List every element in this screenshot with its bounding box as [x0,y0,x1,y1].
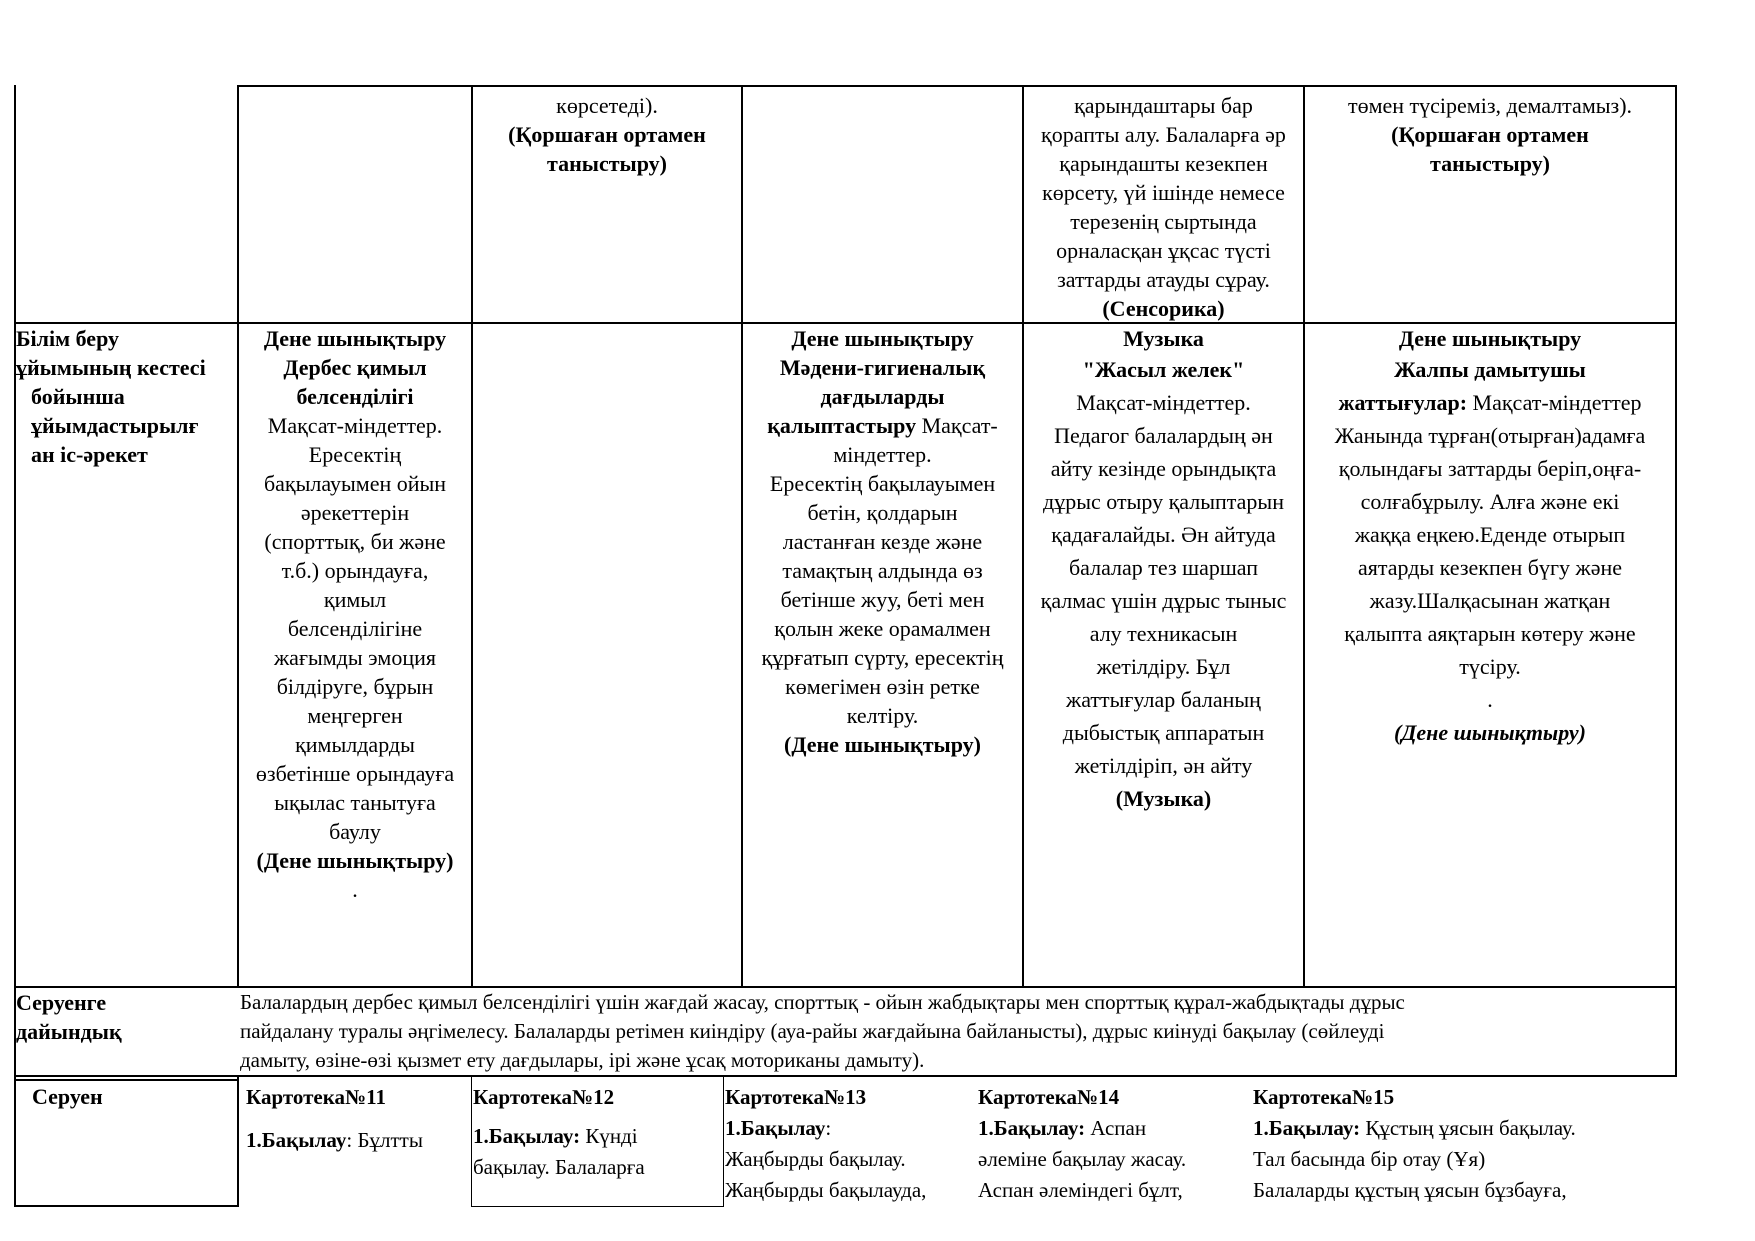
education-area: (Сенсорика) [1102,296,1225,321]
label-line: Серуенге [16,990,107,1015]
observation-label: 1.Бақылау [246,1128,347,1152]
education-area: (Дене шынықтыру) [1394,720,1586,745]
observation-label: 1.Бақылау: [1253,1116,1361,1140]
education-area: (Дене шынықтыру) [784,732,981,757]
cell-row1-col4 [1024,91,1303,323]
text-line: баулу [329,819,381,844]
text-line: белсенділігіне [287,616,423,641]
text-line: қарындашты кезекпен [1059,151,1268,176]
text-line: көрсету, үй ішінде немесе [1042,180,1285,205]
cell-row1-col2 [473,91,741,178]
text-line: Тал басында бір отау (Ұя) [1253,1147,1486,1171]
observation-label: 1.Бақылау: [978,1116,1086,1140]
text-line: заттарды атауды сұрау. [1057,267,1270,292]
text-line: құрғатып сүрту, ересектің [761,645,1004,670]
cell-bottom-border [471,1206,724,1207]
row-divider [14,1079,239,1081]
text-line: түсіру. [1459,654,1521,679]
text-line: жетілдіріп, ән айту [1074,753,1253,778]
cell-card-13 [725,1082,975,1206]
activity-title: Музыка [1123,326,1204,351]
text-line: балалар тез шаршап [1068,555,1259,580]
text-line: т.б.) орындауға, [281,558,429,583]
text-line: өзбетінше орындауға [255,761,455,786]
text-line: қолын жеке орамалмен [774,616,991,641]
text-line: қарындаштары бар [1074,93,1253,118]
table-top-border [237,85,1677,87]
text-line: . [1487,687,1493,712]
text-line: Ересектің [308,442,402,467]
column-divider [1675,85,1677,1076]
label-line: Білім беру [16,326,120,351]
text-line: Балалардың дербес қимыл белсенділігі үшін жағдай жасау, спорттық - ойын жабдықтары мен спорттық құрал-жабдықтады дұрыс [240,990,1405,1014]
card-title: Картотека№11 [246,1085,386,1109]
activity-title: Жалпы дамытушы [1394,357,1586,382]
text-line: төмен түсіреміз, демалтамыз). [1347,93,1633,118]
text-span: Аспан [1085,1116,1147,1140]
cell-card-15 [1253,1082,1673,1206]
text-line: Жанында тұрған(отырған)адамға [1334,423,1646,448]
row-label-walk-preparation [16,988,237,1046]
text-line: жетілдіру. Бұл [1096,654,1231,679]
text-line: Жаңбырды бақылауда, [725,1178,927,1202]
cell-card-12 [473,1082,723,1183]
text-span: : [825,1116,832,1140]
cell-row1-col5 [1305,91,1675,178]
activity-title: Дене шынықтыру [1398,326,1582,351]
text-line: аятарды кезекпен бүгу және [1357,555,1623,580]
text-line: Аспан әлеміндегі бұлт, [978,1178,1183,1202]
education-area: (Дене шынықтыру) [256,848,454,873]
row-label-walk: Серуен [32,1084,103,1109]
card-title: Картотека№12 [473,1085,615,1109]
row-label-organized-activity [16,324,237,469]
text-line: жаттығулар баланың [1066,687,1261,712]
text-line: міндеттер. [833,442,932,467]
text-span: : Бұлтты [346,1128,423,1152]
column-divider [723,1077,724,1207]
text-line: жаққа еңкею.Еденде отырып [1354,522,1626,547]
text-line [743,411,1022,440]
text-line: солғабұрылу. Алға және екі [1360,489,1620,514]
text-line: ластанған кезде және [782,529,983,554]
cell-card-11 [246,1082,471,1156]
text-line: қорапты алу. Балаларға әр [1041,122,1286,147]
text-line: тамақтың алдында өз [782,558,983,583]
card-title: Картотека№15 [1253,1085,1395,1109]
text-line: Мақсат-міндеттер. [267,413,443,438]
label-line: дайындық [16,1019,122,1044]
text-line: келтіру. [846,703,919,728]
text-line: терезенің сыртында [1070,209,1257,234]
text-line [1305,386,1675,419]
activity-title: дағдыларды [820,384,945,409]
text-line: Жаңбырды бақылау. [725,1147,906,1171]
observation-label: 1.Бақылау [725,1116,826,1140]
text-line: айту кезінде орындықта [1050,456,1277,481]
text-line: қалыпта аяқтарын көтеру және [1344,621,1636,646]
text-line: қалмас үшін дұрыс тыныс [1040,588,1287,613]
text-line: Ересектің бақылауымен [769,471,996,496]
cell-walk-preparation [240,988,1674,1075]
cell-wed-activity [743,324,1022,759]
text-line: дұрыс отыру қалыптарын [1043,489,1284,514]
text-line: дамыту, өзіне-өзі қызмет ету дағдылары, ірі және ұсақ моториканы дамыту). [240,1048,925,1072]
text-line: дыбыстық аппаратын [1062,720,1265,745]
activity-title: Дене шынықтыру [263,326,447,351]
text-line: ықылас танытуға [274,790,436,815]
text-line: меңгерген [307,703,403,728]
text-line: алу техникасын [1089,621,1238,646]
education-area: (Қоршаған ортамен [1391,122,1589,147]
text-line: бақылауымен ойын [263,471,447,496]
card-title: Картотека№13 [725,1085,867,1109]
text-line [725,1113,975,1144]
text-line: білдіруге, бұрын [276,674,434,699]
activity-title: "Жасыл желек" [1082,357,1245,382]
table-bottom-border [14,1205,239,1207]
card-title: Картотека№14 [978,1085,1120,1109]
text-line [473,1121,723,1152]
education-area: таныстыру) [547,151,667,176]
text-line: (спорттық, би және [264,529,446,554]
cell-mon-activity [239,324,471,904]
text-span: Мақсат- [916,413,998,438]
row-divider [14,1075,1677,1077]
label-line: ұйымының кестесі [16,355,206,380]
label-line: бойынша [31,384,125,409]
activity-title: Мәдени-гигиеналық [779,355,986,380]
text-line: әрекеттерін [300,500,410,525]
text-line [978,1113,1248,1144]
text-span: Құстың ұясын бақылау. [1360,1116,1576,1140]
text-line [1253,1113,1673,1144]
text-line: пайдалану туралы әңгімелесу. Балаларды ретімен киіндіру (ауа-райы жағдайына байланысты), дұрыс киінуді бақылау (сөйлеуді [240,1019,1385,1043]
text-line: көрсетеді). [556,93,658,118]
text-line: Балаларды құстың ұясын бұзбауға, [1253,1178,1567,1202]
cell-thu-activity [1024,324,1303,815]
text-line: жазу.Шалқасынан жатқан [1369,588,1611,613]
text-line: орналасқан ұқсас түсті [1056,238,1271,263]
text-line: бетін, қолдарын [807,500,958,525]
education-area: (Қоршаған ортамен [508,122,706,147]
text-line: көмегімен өзін ретке [785,674,980,699]
education-area: (Музыка) [1115,786,1212,811]
activity-title: Дербес қимыл [283,355,427,380]
text-line: әлеміне бақылау жасау. [978,1147,1187,1171]
activity-title: жаттығулар: [1338,390,1468,415]
text-line: . [352,877,358,902]
text-line: бетінше жуу, беті мен [780,587,985,612]
label-line: ан іс-әрекет [31,442,148,467]
cell-card-14 [978,1082,1248,1206]
education-area: таныстыру) [1430,151,1550,176]
text-line: қадағалайды. Ән айтуда [1051,522,1276,547]
column-divider [471,1077,472,1207]
observation-label: 1.Бақылау: [473,1124,581,1148]
activity-title: Дене шынықтыру [791,326,974,351]
activity-title: қалыптастыру [767,413,917,438]
text-line: қимылдарды [295,732,415,757]
activity-title: белсенділігі [296,384,414,409]
cell-fri-activity [1305,324,1675,749]
text-line: Педагог балалардың ән [1054,423,1273,448]
column-divider [471,85,473,987]
column-divider [237,1077,239,1206]
text-line: бақылау. Балаларға [473,1155,645,1179]
label-line: ұйымдастырылғ [31,413,199,438]
text-line: Мақсат-міндеттер. [1076,390,1251,415]
text-span: Күнді [580,1124,638,1148]
text-line: қимыл [323,587,387,612]
text-line [246,1125,471,1156]
text-line: жағымды эмоция [273,645,436,670]
text-span: Мақсат-міндеттер [1467,390,1642,415]
text-line: қолындағы заттарды беріп,оңға- [1338,456,1642,481]
